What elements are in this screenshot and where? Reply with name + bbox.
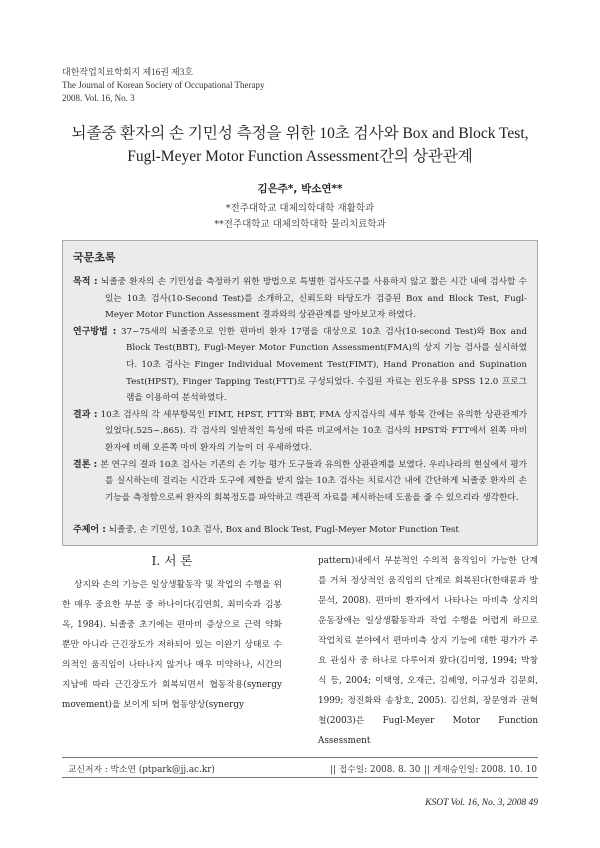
accepted-date: || 게재승인일: 2008. 10. 10: [424, 765, 537, 775]
page-number-info: KSOT Vol. 16, No. 3, 2008 49: [425, 798, 538, 808]
abstract-results: [73, 407, 527, 457]
journal-name-english: The Journal of Korean Society of Occupational Therapy: [62, 80, 265, 90]
abstract-methods-text: 37~75세의 뇌졸중으로 인한 편마비 환자 17명을 대상으로 10초 검사(10-second Test)와 Box and Block Test(BBT), Fugl-Meyer Motor Function Assessment(FMA)의 상지 기능 검사를 실시하였다. 10초 검사는 Finger Individual Movement Test(FIMT), Hand Pronation and Supination Test(HPST), Finger Tapping Test(FTT)로 구성되었다. 수집된 자료는 윈도우용 SPSS 12.0 프로그램을 이용하여 분석하였다.: [120, 326, 527, 404]
intro-paragraph-right: pattern)내에서 부분적인 수의적 움직임이 가능한 단계를 거쳐 정상적인 움직임의 단계로 회복된다(한태륜과 방문석, 2008). 편마비 환자에서 나타나는 마비측 상지의 운동장애는 일상생활동작과 작업 수행을 어렵게 하므로 작업치료 분야에서 편마비측 상지 기능에 대한 평가가 주요 관심사 중 하나로 다루어져 왔다(김미영, 1994; 박창식 등, 2004; 이택영, 오재근, 김혜영, 이규성과 김문회, 1999; 정진화와 송창호, 2005). 김선희, 장문영과 권혁철(2003)은 Fugl-Meyer Motor Function Assessment: [318, 556, 538, 746]
received-date: || 접수일: 2008. 8. 30: [330, 765, 421, 775]
keywords-label: 주제어 :: [73, 525, 106, 536]
abstract-methods: [73, 324, 527, 407]
body-column-left: [62, 551, 282, 715]
footer-divider-top: [62, 757, 538, 758]
abstract-results-label: 결과 :: [73, 409, 98, 420]
intro-paragraph-left: 상지와 손의 기능은 일상생활동작 및 작업의 수행을 위한 매우 중요한 부분 중 하나이다(김연희, 최미숙과 김봉옥, 1984). 뇌졸중 초기에는 편마비 증상으로 근력 약화뿐만 아니라 근긴장도가 저하되어 있는 이완기 상태로 수의적인 움직임이 나타나지 않거나 매우 미약하나, 시간의 지남에 따라 근긴장도가 회복되면서 협동작용(synergy movement)을 보이게 되며 협동양상(synergy: [62, 580, 282, 710]
abstract-purpose-label: 목적 :: [73, 277, 98, 287]
journal-header: [62, 66, 265, 105]
affiliation-2: **전주대학교 대체의학대학 물리치료학과: [214, 219, 386, 230]
title-line-2: Fugl-Meyer Motor Function Assessment간의 상관관계: [127, 148, 473, 165]
journal-volume: 2008. Vol. 16, No. 3: [62, 93, 135, 103]
authors: 김은주*, 박소연**: [257, 183, 343, 195]
body-column-right: [318, 551, 538, 751]
abstract-purpose-text: 뇌졸중 환자의 손 기민성을 측정하기 위한 방법으로 특별한 검사도구를 사용하지 않고 짧은 시간 내에 검사할 수 있는 10초 검사(10-Second Test)를 소개하고, 신뢰도와 타당도가 검증된 Box and Block Test, Fugl-Meyer Motor Function Assessment 결과와의 상관관계를 알아보고자 하였다.: [100, 277, 527, 321]
corresponding-author: 교신저자 : 박소연 (ptpark@jj.ac.kr): [68, 765, 215, 775]
abstract-purpose: [73, 274, 527, 324]
journal-name-korean: 대한작업치료학회지 제16권 제3호: [62, 67, 194, 77]
affiliation-1: *전주대학교 대체의학대학 재활학과: [225, 203, 375, 214]
abstract-conclusion-label: 결론 :: [73, 459, 98, 470]
abstract-conclusion: [73, 457, 527, 507]
abstract-box: [62, 240, 538, 546]
section-heading-introduction: Ⅰ. 서 론: [151, 553, 193, 568]
abstract-results-text: 10초 검사의 각 세부항목인 FIMT, HPST, FTT와 BBT, FMA 상지검사의 세부 항목 간에는 유의한 상관관계가 있었다(.525~.865). 각 검사의 일반적인 특성에 따른 비교에서는 10초 검사의 HPST와 FTT에서 왼쪽 마비 환자에 비해 오른쪽 마비 환자의 기능이 더 우세하였다.: [100, 409, 527, 453]
footer-divider-bottom: [62, 777, 538, 778]
abstract-conclusion-text: 본 연구의 결과 10초 검사는 기존의 손 기능 평가 도구들과 유의한 상관관계를 보였다. 우리나라의 현실에서 평가를 실시하는데 걸리는 시간과 도구에 제한을 받지 않는 10초 검사는 치료시간 내에 간단하게 뇌졸중 환자의 손 기능을 측정함으로써 환자의 회복정도를 파악하고 객관적 자료를 제시하는데 도움을 줄 수 있으리라 생각한다.: [100, 459, 527, 503]
keywords: [73, 522, 527, 535]
keywords-text: 뇌졸중, 손 기민성, 10초 검사, Box and Block Test, Fugl-Meyer Motor Function Test: [108, 525, 459, 536]
title-line-1: 뇌졸중 환자의 손 기민성 측정을 위한 10초 검사와 Box and Block Test,: [71, 125, 529, 142]
paper-title: [40, 122, 560, 168]
abstract-heading: 국문초록: [73, 251, 116, 264]
abstract-methods-label: 연구방법 :: [73, 326, 117, 337]
